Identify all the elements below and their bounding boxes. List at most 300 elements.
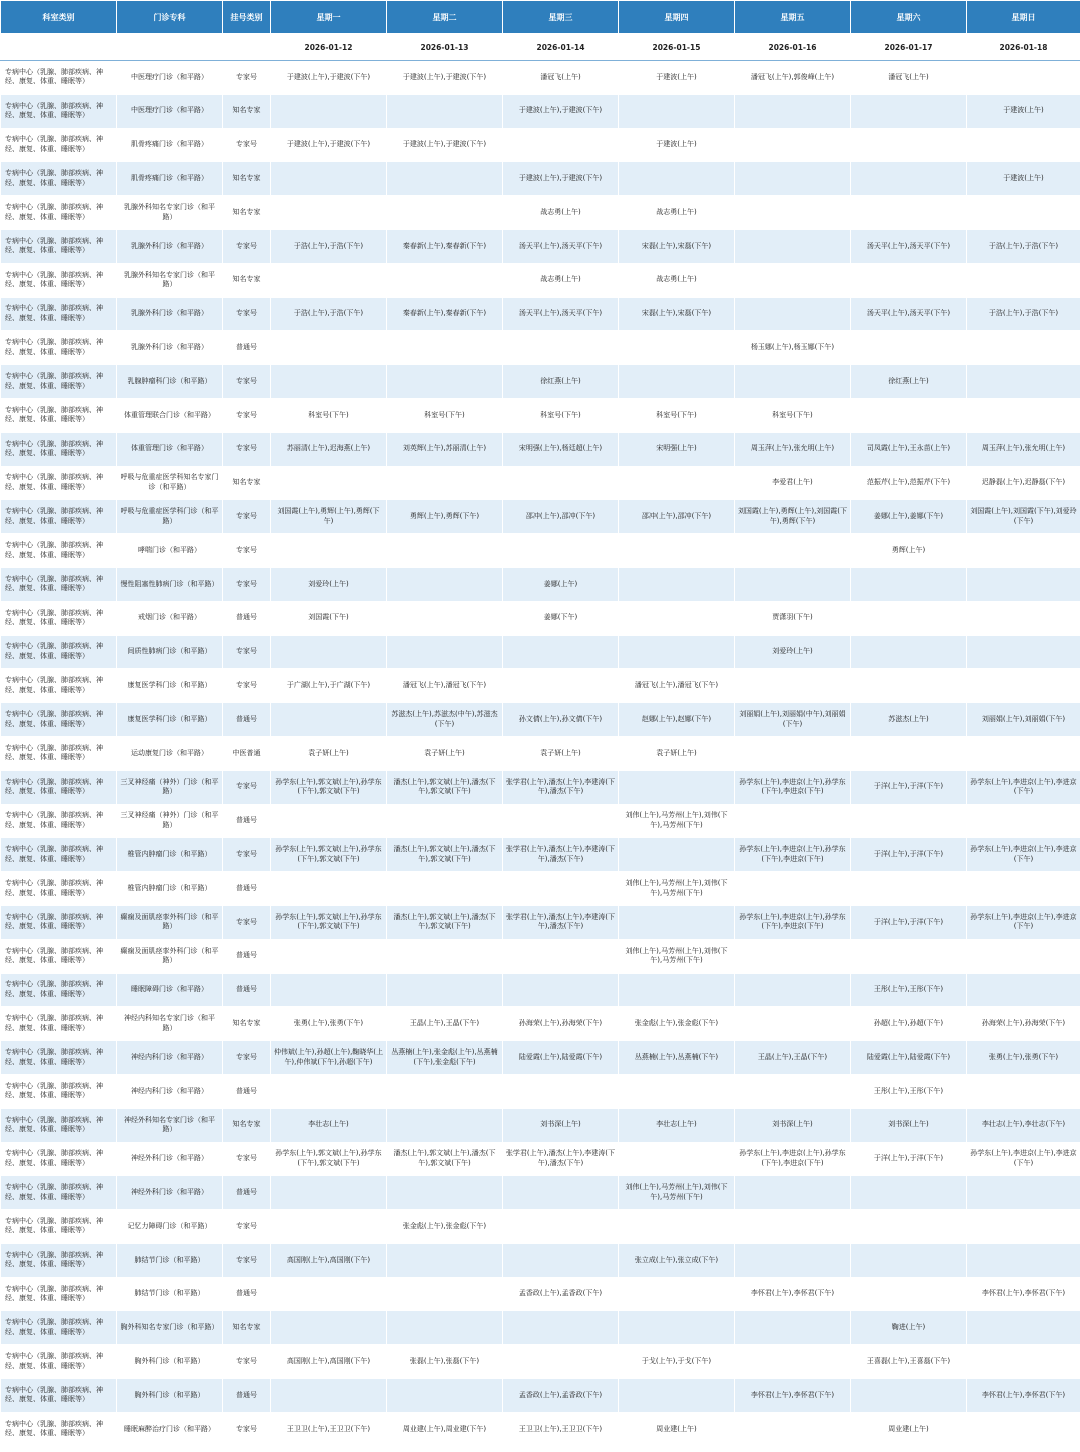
schedule-cell — [387, 94, 503, 128]
schedule-cell: 贾潇羽(下午) — [735, 601, 851, 635]
schedule-cell: 刘伟(上午),马芳州(上午),刘伟(下午),马芳州(下午) — [619, 1176, 735, 1210]
schedule-cell — [967, 973, 1080, 1007]
schedule-cell: 宋明强(上午) — [619, 432, 735, 466]
clinic-cell: 戒烟门诊（和平路） — [117, 601, 223, 635]
schedule-cell — [967, 128, 1080, 162]
schedule-cell: 科室号(下午) — [735, 398, 851, 432]
clinic-cell: 肌骨疼痛门诊（和平路） — [117, 162, 223, 196]
table-row — [1, 838, 1080, 872]
schedule-cell — [967, 736, 1080, 770]
clinic-cell: 康复医学科门诊（和平路） — [117, 669, 223, 703]
table-row — [1, 804, 1080, 838]
schedule-cell — [851, 804, 967, 838]
schedule-cell — [387, 804, 503, 838]
schedule-cell — [735, 534, 851, 568]
schedule-cell — [851, 736, 967, 770]
schedule-cell — [271, 635, 387, 669]
schedule-cell: 司凤霞(上午),王永苗(上午) — [851, 432, 967, 466]
registration-type-cell: 专家号 — [223, 398, 271, 432]
col-thursday: 星期四 — [619, 1, 735, 34]
table-row — [1, 500, 1080, 534]
clinic-cell: 乳腺外科知名专家门诊（和平路） — [117, 263, 223, 297]
registration-type-cell: 普通号 — [223, 973, 271, 1007]
dept-cell: 专病中心（乳腺、肺部疾病、神经、康复、体重、睡眠等） — [1, 500, 117, 534]
schedule-cell: 孙学东(上午),李进京(上午),孙学东(下午),李进京(下午) — [735, 905, 851, 939]
registration-type-cell: 中医普通 — [223, 736, 271, 770]
table-row — [1, 128, 1080, 162]
schedule-cell — [967, 398, 1080, 432]
registration-type-cell: 专家号 — [223, 365, 271, 399]
schedule-cell — [271, 1379, 387, 1413]
clinic-cell: 三叉神经痛（神外）门诊（和平路） — [117, 770, 223, 804]
schedule-cell — [967, 534, 1080, 568]
schedule-cell: 周业建(上午),周业建(下午) — [387, 1412, 503, 1446]
clinic-cell: 癫痫及面肌痉挛外科门诊（和平路） — [117, 939, 223, 973]
schedule-cell — [387, 196, 503, 230]
schedule-cell: 张学君(上午),潘杰(上午),李建涛(下午),潘杰(下午) — [503, 905, 619, 939]
table-row — [1, 669, 1080, 703]
dept-cell: 专病中心（乳腺、肺部疾病、神经、康复、体重、睡眠等） — [1, 567, 117, 601]
schedule-cell — [735, 1243, 851, 1277]
schedule-cell: 科室号(下午) — [619, 398, 735, 432]
registration-type-cell: 普通号 — [223, 804, 271, 838]
schedule-cell: 刘伟(上午),马芳州(上午),刘伟(下午),马芳州(下午) — [619, 939, 735, 973]
registration-type-cell: 知名专家 — [223, 94, 271, 128]
registration-type-cell: 知名专家 — [223, 466, 271, 500]
date-sunday: 2026-01-18 — [967, 34, 1080, 61]
schedule-cell: 宋明强(上午),杨廷超(上午) — [503, 432, 619, 466]
dept-cell: 专病中心（乳腺、肺部疾病、神经、康复、体重、睡眠等） — [1, 1345, 117, 1379]
clinic-cell: 乳腺肿瘤科门诊（和平路） — [117, 365, 223, 399]
schedule-cell: 潘杰(上午),郭文斌(上午),潘杰(下午),郭文斌(下午) — [387, 838, 503, 872]
schedule-cell — [967, 1311, 1080, 1345]
clinic-cell: 肌骨疼痛门诊（和平路） — [117, 128, 223, 162]
schedule-cell: 李怀君(上午),李怀君(下午) — [967, 1379, 1080, 1413]
clinic-cell: 康复医学科门诊（和平路） — [117, 703, 223, 737]
schedule-cell — [735, 939, 851, 973]
schedule-cell: 姜娜(下午) — [503, 601, 619, 635]
schedule-cell — [967, 365, 1080, 399]
clinic-cell: 肺结节门诊（和平路） — [117, 1277, 223, 1311]
schedule-cell — [735, 973, 851, 1007]
schedule-cell: 于建波(上午) — [967, 162, 1080, 196]
schedule-cell: 姜娜(上午),姜娜(下午) — [851, 500, 967, 534]
schedule-cell — [503, 973, 619, 1007]
dept-cell: 专病中心（乳腺、肺部疾病、神经、康复、体重、睡眠等） — [1, 1412, 117, 1446]
schedule-cell: 孙学东(上午),郭文斌(上午),孙学东(下午),郭文斌(下午) — [271, 770, 387, 804]
dept-cell: 专病中心（乳腺、肺部疾病、神经、康复、体重、睡眠等） — [1, 601, 117, 635]
schedule-cell — [503, 1345, 619, 1379]
header-row — [1, 1, 1080, 34]
schedule-cell — [503, 1176, 619, 1210]
schedule-cell — [271, 872, 387, 906]
schedule-cell — [967, 804, 1080, 838]
registration-type-cell: 知名专家 — [223, 1108, 271, 1142]
schedule-cell: 陆爱霞(上午),陆爱霞(下午) — [503, 1041, 619, 1075]
schedule-cell: 孙学东(上午),李进京(上午),孙学东(下午),李进京(下午) — [735, 838, 851, 872]
table-row — [1, 229, 1080, 263]
schedule-cell: 孙学东(上午),郭文斌(上午),孙学东(下午),郭文斌(下午) — [271, 838, 387, 872]
table-row — [1, 1210, 1080, 1244]
schedule-cell: 勇辉(上午) — [851, 534, 967, 568]
schedule-cell — [735, 196, 851, 230]
schedule-cell — [271, 1311, 387, 1345]
registration-type-cell: 普通号 — [223, 1074, 271, 1108]
schedule-cell: 勇辉(上午),勇辉(下午) — [387, 500, 503, 534]
table-row — [1, 770, 1080, 804]
schedule-cell: 于建波(上午),于建波(下午) — [271, 61, 387, 95]
schedule-cell: 孙学东(上午),李进京(上午),李进京(下午) — [967, 1142, 1080, 1176]
schedule-cell — [271, 804, 387, 838]
schedule-cell — [271, 1176, 387, 1210]
schedule-cell: 仲伟斌(上午),孙超(上午),鞠晓华(上午),仲伟斌(下午),孙超(下午) — [271, 1041, 387, 1075]
dept-cell: 专病中心（乳腺、肺部疾病、神经、康复、体重、睡眠等） — [1, 263, 117, 297]
table-row — [1, 398, 1080, 432]
schedule-cell: 李怀君(上午),李怀君(下午) — [967, 1277, 1080, 1311]
schedule-cell — [967, 1074, 1080, 1108]
schedule-cell — [735, 1007, 851, 1041]
schedule-cell — [387, 1277, 503, 1311]
registration-type-cell: 普通号 — [223, 1176, 271, 1210]
schedule-cell — [735, 162, 851, 196]
dept-cell: 专病中心（乳腺、肺部疾病、神经、康复、体重、睡眠等） — [1, 736, 117, 770]
schedule-cell: 苏丽清(上午),迟海燕(上午) — [271, 432, 387, 466]
schedule-cell — [851, 162, 967, 196]
registration-type-cell: 专家号 — [223, 838, 271, 872]
schedule-cell — [503, 1311, 619, 1345]
dept-cell: 专病中心（乳腺、肺部疾病、神经、康复、体重、睡眠等） — [1, 229, 117, 263]
schedule-cell — [271, 939, 387, 973]
schedule-cell: 潘冠飞(上午) — [503, 61, 619, 95]
schedule-cell: 邵冲(上午),邵冲(下午) — [503, 500, 619, 534]
schedule-cell — [503, 128, 619, 162]
schedule-cell — [967, 669, 1080, 703]
clinic-cell: 神经内科门诊（和平路） — [117, 1041, 223, 1075]
registration-type-cell: 普通号 — [223, 939, 271, 973]
schedule-cell — [271, 703, 387, 737]
clinic-cell: 癫痫及面肌痉挛外科门诊（和平路） — [117, 905, 223, 939]
schedule-cell: 袁子妍(上午) — [387, 736, 503, 770]
schedule-cell: 战志勇(上午) — [503, 263, 619, 297]
registration-type-cell: 专家号 — [223, 534, 271, 568]
schedule-cell — [735, 365, 851, 399]
clinic-cell: 椎管内肿瘤门诊（和平路） — [117, 872, 223, 906]
schedule-cell — [271, 1277, 387, 1311]
schedule-cell: 于洋(上午),于洋(下午) — [851, 838, 967, 872]
clinic-cell: 间质性肺病门诊（和平路） — [117, 635, 223, 669]
col-friday: 星期五 — [735, 1, 851, 34]
table-row — [1, 466, 1080, 500]
clinic-cell: 体重管理门诊（和平路） — [117, 432, 223, 466]
schedule-cell — [967, 635, 1080, 669]
clinic-cell: 睡眠障碍门诊（和平路） — [117, 973, 223, 1007]
clinic-cell: 胸外科知名专家门诊（和平路） — [117, 1311, 223, 1345]
schedule-cell — [619, 1074, 735, 1108]
schedule-cell — [967, 1210, 1080, 1244]
schedule-cell: 迟静磊(上午),迟静磊(下午) — [967, 466, 1080, 500]
schedule-cell: 战志勇(上午) — [619, 263, 735, 297]
clinic-cell: 神经外科门诊（和平路） — [117, 1176, 223, 1210]
table-row — [1, 973, 1080, 1007]
dept-cell: 专病中心（乳腺、肺部疾病、神经、康复、体重、睡眠等） — [1, 703, 117, 737]
schedule-cell: 于建波(上午),于建波(下午) — [503, 162, 619, 196]
schedule-cell — [619, 466, 735, 500]
registration-type-cell: 专家号 — [223, 1142, 271, 1176]
schedule-cell: 潘冠飞(上午) — [851, 61, 967, 95]
schedule-cell: 战志勇(上午) — [619, 196, 735, 230]
dept-cell: 专病中心（乳腺、肺部疾病、神经、康复、体重、睡眠等） — [1, 1311, 117, 1345]
registration-type-cell: 知名专家 — [223, 263, 271, 297]
table-row — [1, 263, 1080, 297]
date-cell — [117, 34, 223, 61]
col-wednesday: 星期三 — [503, 1, 619, 34]
table-row — [1, 736, 1080, 770]
schedule-cell: 于建波(上午),于建波(下午) — [271, 128, 387, 162]
dept-cell: 专病中心（乳腺、肺部疾病、神经、康复、体重、睡眠等） — [1, 94, 117, 128]
col-dept-category: 科室类别 — [1, 1, 117, 34]
schedule-cell — [735, 1311, 851, 1345]
table-row — [1, 635, 1080, 669]
dept-cell: 专病中心（乳腺、肺部疾病、神经、康复、体重、睡眠等） — [1, 1074, 117, 1108]
clinic-cell: 慢性阻塞性肺病门诊（和平路） — [117, 567, 223, 601]
schedule-cell: 刘国霞(上午),刘国霞(下午),刘爱玲(下午) — [967, 500, 1080, 534]
schedule-cell — [387, 973, 503, 1007]
registration-type-cell: 专家号 — [223, 61, 271, 95]
clinic-cell: 呼吸与危重症医学科知名专家门诊（和平路） — [117, 466, 223, 500]
col-registration-type: 挂号类别 — [223, 1, 271, 34]
table-row — [1, 1108, 1080, 1142]
schedule-cell — [271, 1074, 387, 1108]
schedule-cell: 于建波(上午),于建波(下午) — [387, 128, 503, 162]
schedule-cell — [271, 196, 387, 230]
clinic-cell: 神经外科门诊（和平路） — [117, 1142, 223, 1176]
schedule-cell — [851, 263, 967, 297]
date-thursday: 2026-01-15 — [619, 34, 735, 61]
dept-cell: 专病中心（乳腺、肺部疾病、神经、康复、体重、睡眠等） — [1, 1142, 117, 1176]
schedule-cell: 王彤(上午),王彤(下午) — [851, 1074, 967, 1108]
schedule-cell — [735, 1345, 851, 1379]
schedule-cell — [967, 61, 1080, 95]
schedule-cell — [387, 872, 503, 906]
dept-cell: 专病中心（乳腺、肺部疾病、神经、康复、体重、睡眠等） — [1, 128, 117, 162]
schedule-cell — [735, 94, 851, 128]
schedule-cell: 刘丽娟(上午),刘丽娟(中午),刘丽娟(下午) — [735, 703, 851, 737]
schedule-cell — [271, 534, 387, 568]
schedule-cell — [387, 1176, 503, 1210]
col-tuesday: 星期二 — [387, 1, 503, 34]
registration-type-cell: 专家号 — [223, 297, 271, 331]
schedule-cell — [967, 872, 1080, 906]
registration-type-cell: 专家号 — [223, 229, 271, 263]
schedule-cell: 刘爱玲(上午) — [271, 567, 387, 601]
schedule-cell: 周玉萍(上午),张允明(上午) — [735, 432, 851, 466]
schedule-cell: 孙学东(上午),李进京(上午),孙学东(下午),李进京(下午) — [735, 770, 851, 804]
schedule-cell: 刘伟(上午),马芳州(上午),刘伟(下午),马芳州(下午) — [619, 804, 735, 838]
date-saturday: 2026-01-17 — [851, 34, 967, 61]
schedule-cell: 孙学东(上午),李进京(上午),孙学东(下午),李进京(下午) — [735, 1142, 851, 1176]
schedule-cell: 高国刚(上午),高国刚(下午) — [271, 1243, 387, 1277]
schedule-cell — [503, 1210, 619, 1244]
dept-cell: 专病中心（乳腺、肺部疾病、神经、康复、体重、睡眠等） — [1, 365, 117, 399]
table-row — [1, 1243, 1080, 1277]
schedule-cell — [851, 398, 967, 432]
schedule-cell: 于建波(上午),于建波(下午) — [387, 61, 503, 95]
table-row — [1, 61, 1080, 95]
schedule-cell: 邵冲(上午),邵冲(下午) — [619, 500, 735, 534]
dept-cell: 专病中心（乳腺、肺部疾病、神经、康复、体重、睡眠等） — [1, 1176, 117, 1210]
dept-cell: 专病中心（乳腺、肺部疾病、神经、康复、体重、睡眠等） — [1, 635, 117, 669]
registration-type-cell: 专家号 — [223, 635, 271, 669]
schedule-cell: 李壮志(上午),李壮志(下午) — [967, 1108, 1080, 1142]
schedule-cell — [503, 331, 619, 365]
table-row — [1, 1074, 1080, 1108]
schedule-cell — [619, 162, 735, 196]
clinic-cell: 椎管内肿瘤门诊（和平路） — [117, 838, 223, 872]
schedule-cell — [619, 1379, 735, 1413]
schedule-cell — [271, 1210, 387, 1244]
schedule-cell: 孙学东(上午),李进京(上午),李进京(下午) — [967, 770, 1080, 804]
table-row — [1, 1379, 1080, 1413]
registration-type-cell: 专家号 — [223, 1041, 271, 1075]
table-body — [1, 61, 1080, 1447]
schedule-cell — [851, 1243, 967, 1277]
registration-type-cell: 知名专家 — [223, 1007, 271, 1041]
schedule-cell: 张学君(上午),潘杰(上午),李建涛(下午),潘杰(下午) — [503, 1142, 619, 1176]
schedule-cell — [619, 1210, 735, 1244]
schedule-cell: 苏滋杰(上午),苏滋杰(中午),苏滋杰(下午) — [387, 703, 503, 737]
schedule-cell: 赵娜(上午),赵娜(下午) — [619, 703, 735, 737]
schedule-cell: 周玉萍(上午),张允明(上午) — [967, 432, 1080, 466]
schedule-cell — [387, 601, 503, 635]
schedule-cell — [271, 94, 387, 128]
schedule-cell — [851, 1277, 967, 1311]
registration-type-cell: 专家号 — [223, 1345, 271, 1379]
schedule-cell: 汤天平(上午),汤天平(下午) — [851, 297, 967, 331]
schedule-cell: 刘丽娟(上午),刘丽娟(下午) — [967, 703, 1080, 737]
schedule-cell: 刘英辉(上午),苏丽清(上午) — [387, 432, 503, 466]
schedule-cell — [851, 128, 967, 162]
dept-cell: 专病中心（乳腺、肺部疾病、神经、康复、体重、睡眠等） — [1, 905, 117, 939]
schedule-cell: 孙学东(上午),李进京(上午),李进京(下午) — [967, 838, 1080, 872]
dept-cell: 专病中心（乳腺、肺部疾病、神经、康复、体重、睡眠等） — [1, 1210, 117, 1244]
table-row — [1, 905, 1080, 939]
table-row — [1, 939, 1080, 973]
clinic-cell: 睡眠麻醉治疗门诊（和平路） — [117, 1412, 223, 1446]
schedule-cell: 汤天平(上午),汤天平(下午) — [503, 229, 619, 263]
schedule-cell — [503, 804, 619, 838]
schedule-cell: 于建波(上午),于建波(下午) — [503, 94, 619, 128]
schedule-cell: 范振芹(上午),范振芹(下午) — [851, 466, 967, 500]
registration-type-cell: 知名专家 — [223, 162, 271, 196]
schedule-cell — [735, 872, 851, 906]
date-tuesday: 2026-01-13 — [387, 34, 503, 61]
schedule-cell: 张勇(上午),张勇(下午) — [967, 1041, 1080, 1075]
schedule-cell — [735, 128, 851, 162]
col-sunday: 星期日 — [967, 1, 1080, 34]
schedule-cell — [503, 1074, 619, 1108]
registration-type-cell: 专家号 — [223, 669, 271, 703]
schedule-cell: 王彤(上午),王彤(下午) — [851, 973, 967, 1007]
clinic-cell: 肺结节门诊（和平路） — [117, 1243, 223, 1277]
schedule-cell: 李壮志(上午) — [619, 1108, 735, 1142]
schedule-cell: 宋磊(上午),宋磊(下午) — [619, 229, 735, 263]
schedule-cell: 张立成(上午),张立成(下午) — [619, 1243, 735, 1277]
table-row — [1, 432, 1080, 466]
dept-cell: 专病中心（乳腺、肺部疾病、神经、康复、体重、睡眠等） — [1, 466, 117, 500]
schedule-cell — [503, 872, 619, 906]
registration-type-cell: 专家号 — [223, 128, 271, 162]
schedule-cell — [967, 567, 1080, 601]
schedule-cell: 王喜磊(上午),王喜磊(下午) — [851, 1345, 967, 1379]
schedule-cell: 于建波(上午) — [967, 94, 1080, 128]
schedule-cell: 科室号(下午) — [503, 398, 619, 432]
dept-cell: 专病中心（乳腺、肺部疾病、神经、康复、体重、睡眠等） — [1, 669, 117, 703]
schedule-cell — [619, 534, 735, 568]
clinic-cell: 乳腺外科门诊（和平路） — [117, 229, 223, 263]
schedule-cell: 孟香政(上午),孟香政(下午) — [503, 1379, 619, 1413]
schedule-cell: 刘书深(上午) — [503, 1108, 619, 1142]
schedule-cell: 刘爱玲(上午) — [735, 635, 851, 669]
schedule-cell: 鞠进(上午) — [851, 1311, 967, 1345]
registration-type-cell: 普通号 — [223, 1277, 271, 1311]
schedule-cell: 徐红燕(上午) — [851, 365, 967, 399]
schedule-cell — [271, 162, 387, 196]
schedule-cell — [503, 669, 619, 703]
schedule-cell: 张学君(上午),潘杰(上午),李建涛(下午),潘杰(下午) — [503, 770, 619, 804]
schedule-cell — [387, 1311, 503, 1345]
registration-type-cell: 专家号 — [223, 905, 271, 939]
schedule-cell — [735, 297, 851, 331]
registration-type-cell: 专家号 — [223, 567, 271, 601]
clinic-cell: 呼吸与危重症医学科门诊（和平路） — [117, 500, 223, 534]
registration-type-cell: 普通号 — [223, 331, 271, 365]
schedule-cell — [619, 770, 735, 804]
schedule-cell: 潘冠飞(上午),潘冠飞(下午) — [387, 669, 503, 703]
table-row — [1, 1277, 1080, 1311]
schedule-cell: 李怀君(上午),李怀君(下午) — [735, 1379, 851, 1413]
dept-cell: 专病中心（乳腺、肺部疾病、神经、康复、体重、睡眠等） — [1, 297, 117, 331]
schedule-cell: 丛燕楠(上午),张金彪(上午),丛燕楠(下午),张金彪(下午) — [387, 1041, 503, 1075]
table-row — [1, 297, 1080, 331]
schedule-cell — [735, 263, 851, 297]
date-wednesday: 2026-01-14 — [503, 34, 619, 61]
clinic-cell: 三叉神经痛（神外）门诊（和平路） — [117, 804, 223, 838]
dept-cell: 专病中心（乳腺、肺部疾病、神经、康复、体重、睡眠等） — [1, 432, 117, 466]
schedule-cell: 科室号(下午) — [387, 398, 503, 432]
date-row — [1, 34, 1080, 61]
schedule-cell: 于浩(上午),于浩(下午) — [967, 297, 1080, 331]
dept-cell: 专病中心（乳腺、肺部疾病、神经、康复、体重、睡眠等） — [1, 61, 117, 95]
table-row — [1, 534, 1080, 568]
schedule-cell — [851, 669, 967, 703]
schedule-cell: 陆爱霞(上午),陆爱霞(下午) — [851, 1041, 967, 1075]
date-cell — [223, 34, 271, 61]
schedule-cell — [851, 94, 967, 128]
clinic-cell: 体重管理联合门诊（和平路） — [117, 398, 223, 432]
schedule-cell — [387, 635, 503, 669]
schedule-cell: 于建波(上午) — [619, 128, 735, 162]
table-row — [1, 1142, 1080, 1176]
schedule-cell: 秦春新(上午),秦春新(下午) — [387, 297, 503, 331]
schedule-cell: 高国刚(上午),高国刚(下午) — [271, 1345, 387, 1379]
schedule-cell — [271, 331, 387, 365]
date-monday: 2026-01-12 — [271, 34, 387, 61]
schedule-cell — [735, 669, 851, 703]
schedule-cell: 孟香政(上午),孟香政(下午) — [503, 1277, 619, 1311]
schedule-cell: 王卫卫(上午),王卫卫(下午) — [503, 1412, 619, 1446]
registration-type-cell: 专家号 — [223, 1210, 271, 1244]
schedule-cell — [387, 331, 503, 365]
